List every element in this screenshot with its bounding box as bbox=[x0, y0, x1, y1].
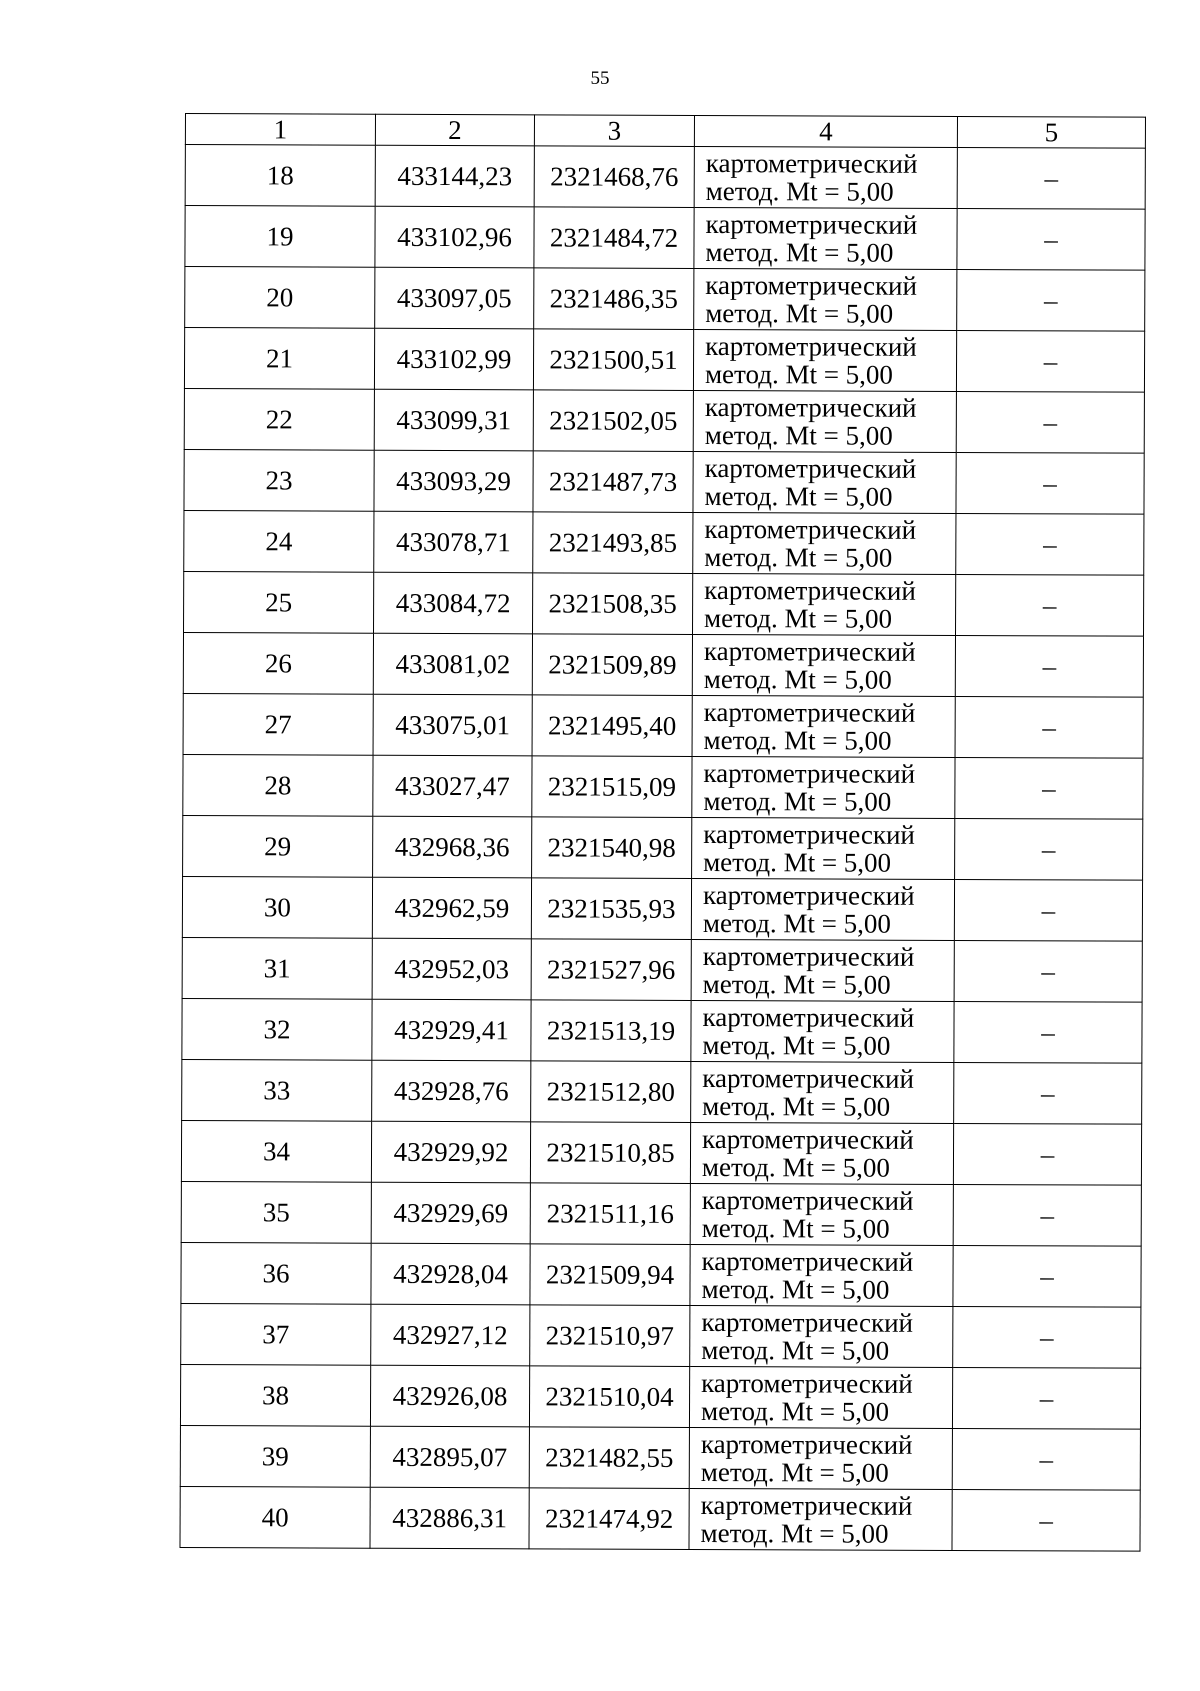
method-cell bbox=[693, 329, 956, 391]
y-coordinate-cell: 2321511,16 bbox=[530, 1183, 690, 1245]
y-coordinate-cell: 2321527,96 bbox=[531, 939, 691, 1001]
method-line: метод. Mt = 5,00 bbox=[703, 724, 892, 756]
table-row bbox=[183, 632, 1143, 697]
method-line: картометрический bbox=[704, 513, 917, 545]
method-line: картометрический bbox=[701, 1367, 913, 1399]
y-coordinate-cell: 2321482,55 bbox=[529, 1427, 689, 1489]
method-line: картометрический bbox=[703, 696, 916, 728]
method-cell bbox=[692, 695, 955, 757]
column-header: 5 bbox=[957, 116, 1145, 148]
table-row bbox=[180, 1425, 1140, 1490]
table-row bbox=[181, 1120, 1141, 1185]
point-number-cell: 33 bbox=[182, 1059, 372, 1121]
method-line: картометрический bbox=[700, 1489, 913, 1521]
table-body bbox=[180, 145, 1145, 1552]
table-row bbox=[183, 815, 1143, 880]
point-number-cell: 26 bbox=[183, 632, 373, 694]
x-coordinate-cell: 433078,71 bbox=[374, 511, 533, 573]
note-cell: – bbox=[956, 452, 1144, 514]
page-number: 55 bbox=[590, 68, 610, 89]
y-coordinate-cell: 2321508,35 bbox=[533, 573, 693, 635]
method-line: картометрический bbox=[703, 635, 916, 667]
y-coordinate-cell: 2321495,40 bbox=[532, 695, 692, 757]
y-coordinate-cell: 2321510,97 bbox=[530, 1305, 690, 1367]
method-line: метод. Mt = 5,00 bbox=[704, 602, 893, 634]
x-coordinate-cell: 432926,08 bbox=[370, 1365, 529, 1427]
x-coordinate-cell: 433081,02 bbox=[373, 633, 532, 695]
y-coordinate-cell: 2321500,51 bbox=[533, 329, 693, 391]
method-line: метод. Mt = 5,00 bbox=[703, 785, 892, 817]
table-row bbox=[183, 693, 1143, 758]
method-line: картометрический bbox=[702, 1001, 915, 1033]
x-coordinate-cell: 433099,31 bbox=[374, 389, 533, 451]
note-cell: – bbox=[953, 1123, 1141, 1185]
method-cell bbox=[689, 1366, 952, 1428]
method-line: метод. Mt = 5,00 bbox=[704, 358, 894, 390]
note-cell: – bbox=[952, 1428, 1140, 1490]
method-cell bbox=[694, 268, 957, 330]
point-number-cell: 19 bbox=[185, 206, 375, 268]
table-row bbox=[185, 206, 1145, 271]
method-cell bbox=[693, 451, 956, 513]
method-line: метод. Mt = 5,00 bbox=[701, 1151, 890, 1183]
y-coordinate-cell: 2321484,72 bbox=[534, 207, 694, 269]
x-coordinate-cell: 433093,29 bbox=[374, 450, 533, 512]
method-line: картометрический bbox=[702, 940, 915, 972]
method-cell bbox=[693, 573, 956, 635]
point-number-cell: 31 bbox=[182, 937, 372, 999]
y-coordinate-cell: 2321474,92 bbox=[529, 1488, 689, 1550]
table-row bbox=[182, 1059, 1142, 1124]
y-coordinate-cell: 2321510,85 bbox=[530, 1122, 690, 1184]
method-cell bbox=[690, 1305, 953, 1367]
method-line: картометрический bbox=[702, 1062, 915, 1094]
method-line: метод. Mt = 5,00 bbox=[701, 1212, 890, 1244]
table-header-row bbox=[185, 114, 1145, 149]
note-cell: – bbox=[956, 391, 1144, 453]
point-number-cell: 30 bbox=[182, 876, 372, 938]
note-cell: – bbox=[953, 1245, 1141, 1307]
method-line: картометрический bbox=[701, 1306, 914, 1338]
y-coordinate-cell: 2321486,35 bbox=[534, 268, 694, 330]
y-coordinate-cell: 2321468,76 bbox=[534, 146, 694, 208]
method-line: метод. Mt = 5,00 bbox=[705, 236, 894, 268]
method-cell bbox=[693, 390, 956, 452]
note-cell: – bbox=[955, 574, 1143, 636]
method-line: картометрический bbox=[702, 1123, 914, 1155]
note-cell: – bbox=[957, 147, 1145, 209]
note-cell: – bbox=[954, 879, 1142, 941]
method-line: картометрический bbox=[703, 818, 915, 850]
x-coordinate-cell: 433075,01 bbox=[373, 694, 532, 756]
method-cell bbox=[692, 634, 955, 696]
point-number-cell: 37 bbox=[181, 1303, 371, 1365]
table-row bbox=[182, 937, 1142, 1002]
note-cell: – bbox=[953, 1184, 1141, 1246]
table-row bbox=[184, 449, 1144, 514]
point-number-cell: 34 bbox=[181, 1120, 371, 1182]
method-cell bbox=[689, 1427, 952, 1489]
column-header: 1 bbox=[185, 114, 375, 146]
method-line: метод. Mt = 5,00 bbox=[702, 907, 891, 939]
y-coordinate-cell: 2321540,98 bbox=[532, 817, 692, 879]
method-line: метод. Mt = 5,00 bbox=[702, 1090, 891, 1122]
method-line: метод. Mt = 5,00 bbox=[705, 297, 894, 329]
method-cell bbox=[691, 1000, 954, 1062]
method-line: метод. Mt = 5,00 bbox=[701, 1334, 890, 1366]
x-coordinate-cell: 433102,99 bbox=[374, 328, 533, 390]
method-line: метод. Mt = 5,00 bbox=[704, 419, 893, 451]
method-line: метод. Mt = 5,00 bbox=[704, 541, 893, 573]
x-coordinate-cell: 433144,23 bbox=[375, 145, 534, 207]
method-line: метод. Mt = 5,00 bbox=[700, 1395, 890, 1427]
note-cell: – bbox=[953, 1306, 1141, 1368]
point-number-cell: 36 bbox=[181, 1242, 371, 1304]
note-cell: – bbox=[954, 940, 1142, 1002]
x-coordinate-cell: 432928,04 bbox=[371, 1243, 530, 1305]
point-number-cell: 35 bbox=[181, 1181, 371, 1243]
x-coordinate-cell: 432929,69 bbox=[371, 1182, 530, 1244]
method-cell bbox=[690, 1183, 953, 1245]
y-coordinate-cell: 2321509,89 bbox=[532, 634, 692, 696]
point-number-cell: 27 bbox=[183, 693, 373, 755]
table-row bbox=[180, 1486, 1140, 1551]
method-line: метод. Mt = 5,00 bbox=[700, 1517, 889, 1549]
x-coordinate-cell: 433027,47 bbox=[373, 755, 532, 817]
method-cell bbox=[692, 817, 955, 879]
y-coordinate-cell: 2321535,93 bbox=[531, 878, 691, 940]
table-row bbox=[182, 998, 1142, 1063]
column-header: 4 bbox=[694, 115, 957, 147]
method-line: картометрический bbox=[705, 148, 918, 179]
table-row bbox=[181, 1303, 1141, 1368]
y-coordinate-cell: 2321502,05 bbox=[533, 390, 693, 452]
point-number-cell: 25 bbox=[184, 571, 374, 633]
point-number-cell: 32 bbox=[182, 998, 372, 1060]
method-line: картометрический bbox=[701, 1245, 914, 1277]
point-number-cell: 28 bbox=[183, 754, 373, 816]
method-cell bbox=[691, 878, 954, 940]
x-coordinate-cell: 433097,05 bbox=[375, 267, 534, 329]
method-line: метод. Mt = 5,00 bbox=[700, 1456, 889, 1488]
method-line: метод. Mt = 5,00 bbox=[702, 1029, 891, 1061]
table-row bbox=[185, 267, 1145, 332]
point-number-cell: 20 bbox=[185, 267, 375, 329]
table-row bbox=[184, 328, 1144, 393]
method-line: картометрический bbox=[704, 574, 916, 606]
note-cell: – bbox=[952, 1489, 1140, 1551]
note-cell: – bbox=[952, 1367, 1140, 1429]
method-line: картометрический bbox=[705, 269, 918, 301]
column-header: 2 bbox=[375, 114, 534, 146]
coordinates-table bbox=[179, 113, 1146, 1552]
table-row bbox=[184, 571, 1144, 636]
table-row bbox=[183, 754, 1143, 819]
point-number-cell: 38 bbox=[180, 1364, 370, 1426]
note-cell: – bbox=[955, 818, 1143, 880]
table-row bbox=[181, 1181, 1141, 1246]
method-cell bbox=[693, 512, 956, 574]
note-cell: – bbox=[956, 513, 1144, 575]
table-row bbox=[181, 1242, 1141, 1307]
method-cell bbox=[694, 207, 957, 269]
method-cell bbox=[690, 1244, 953, 1306]
table-row bbox=[184, 388, 1144, 453]
x-coordinate-cell: 432929,92 bbox=[371, 1121, 530, 1183]
method-line: метод. Mt = 5,00 bbox=[703, 846, 892, 878]
note-cell: – bbox=[955, 635, 1143, 697]
point-number-cell: 40 bbox=[180, 1486, 370, 1548]
method-line: метод. Mt = 5,00 bbox=[705, 176, 894, 207]
y-coordinate-cell: 2321512,80 bbox=[531, 1061, 691, 1123]
y-coordinate-cell: 2321513,19 bbox=[531, 1000, 691, 1062]
point-number-cell: 23 bbox=[184, 449, 374, 511]
y-coordinate-cell: 2321487,73 bbox=[533, 451, 693, 513]
point-number-cell: 21 bbox=[184, 328, 374, 390]
point-number-cell: 29 bbox=[183, 815, 373, 877]
method-line: метод. Mt = 5,00 bbox=[703, 663, 892, 695]
column-header: 3 bbox=[534, 115, 694, 147]
note-cell: – bbox=[957, 269, 1145, 331]
method-cell bbox=[691, 939, 954, 1001]
method-line: метод. Mt = 5,00 bbox=[704, 480, 893, 512]
method-line: картометрический bbox=[704, 452, 917, 484]
table-row bbox=[180, 1364, 1140, 1429]
table-row bbox=[185, 145, 1145, 210]
table-row bbox=[182, 876, 1142, 941]
method-line: картометрический bbox=[703, 757, 916, 789]
note-cell: – bbox=[955, 757, 1143, 819]
method-line: метод. Mt = 5,00 bbox=[702, 968, 891, 1000]
y-coordinate-cell: 2321515,09 bbox=[532, 756, 692, 818]
point-number-cell: 22 bbox=[184, 388, 374, 450]
note-cell: – bbox=[955, 696, 1143, 758]
note-cell: – bbox=[956, 330, 1144, 392]
method-line: картометрический bbox=[705, 330, 917, 362]
method-cell bbox=[691, 1061, 954, 1123]
method-cell bbox=[692, 756, 955, 818]
method-line: метод. Mt = 5,00 bbox=[701, 1273, 890, 1305]
method-cell bbox=[689, 1488, 952, 1550]
note-cell: – bbox=[957, 208, 1145, 270]
x-coordinate-cell: 432962,59 bbox=[372, 877, 531, 939]
point-number-cell: 24 bbox=[184, 510, 374, 572]
method-line: картометрический bbox=[701, 1184, 914, 1216]
y-coordinate-cell: 2321509,94 bbox=[530, 1244, 690, 1306]
x-coordinate-cell: 432952,03 bbox=[372, 938, 531, 1000]
method-line: картометрический bbox=[705, 208, 918, 240]
x-coordinate-cell: 432929,41 bbox=[372, 999, 531, 1061]
method-cell bbox=[690, 1122, 953, 1184]
x-coordinate-cell: 432968,36 bbox=[373, 816, 532, 878]
method-line: картометрический bbox=[700, 1428, 913, 1460]
x-coordinate-cell: 433102,96 bbox=[375, 206, 534, 268]
x-coordinate-cell: 432886,31 bbox=[370, 1487, 529, 1549]
note-cell: – bbox=[954, 1001, 1142, 1063]
method-cell bbox=[694, 146, 957, 208]
note-cell: – bbox=[954, 1062, 1142, 1124]
x-coordinate-cell: 432927,12 bbox=[371, 1304, 530, 1366]
x-coordinate-cell: 432895,07 bbox=[370, 1426, 529, 1488]
y-coordinate-cell: 2321493,85 bbox=[533, 512, 693, 574]
point-number-cell: 39 bbox=[180, 1425, 370, 1487]
y-coordinate-cell: 2321510,04 bbox=[529, 1366, 689, 1428]
x-coordinate-cell: 433084,72 bbox=[374, 572, 533, 634]
table-row bbox=[184, 510, 1144, 575]
point-number-cell: 18 bbox=[185, 145, 375, 207]
x-coordinate-cell: 432928,76 bbox=[372, 1060, 531, 1122]
method-line: картометрический bbox=[704, 391, 917, 423]
method-line: картометрический bbox=[702, 879, 915, 911]
